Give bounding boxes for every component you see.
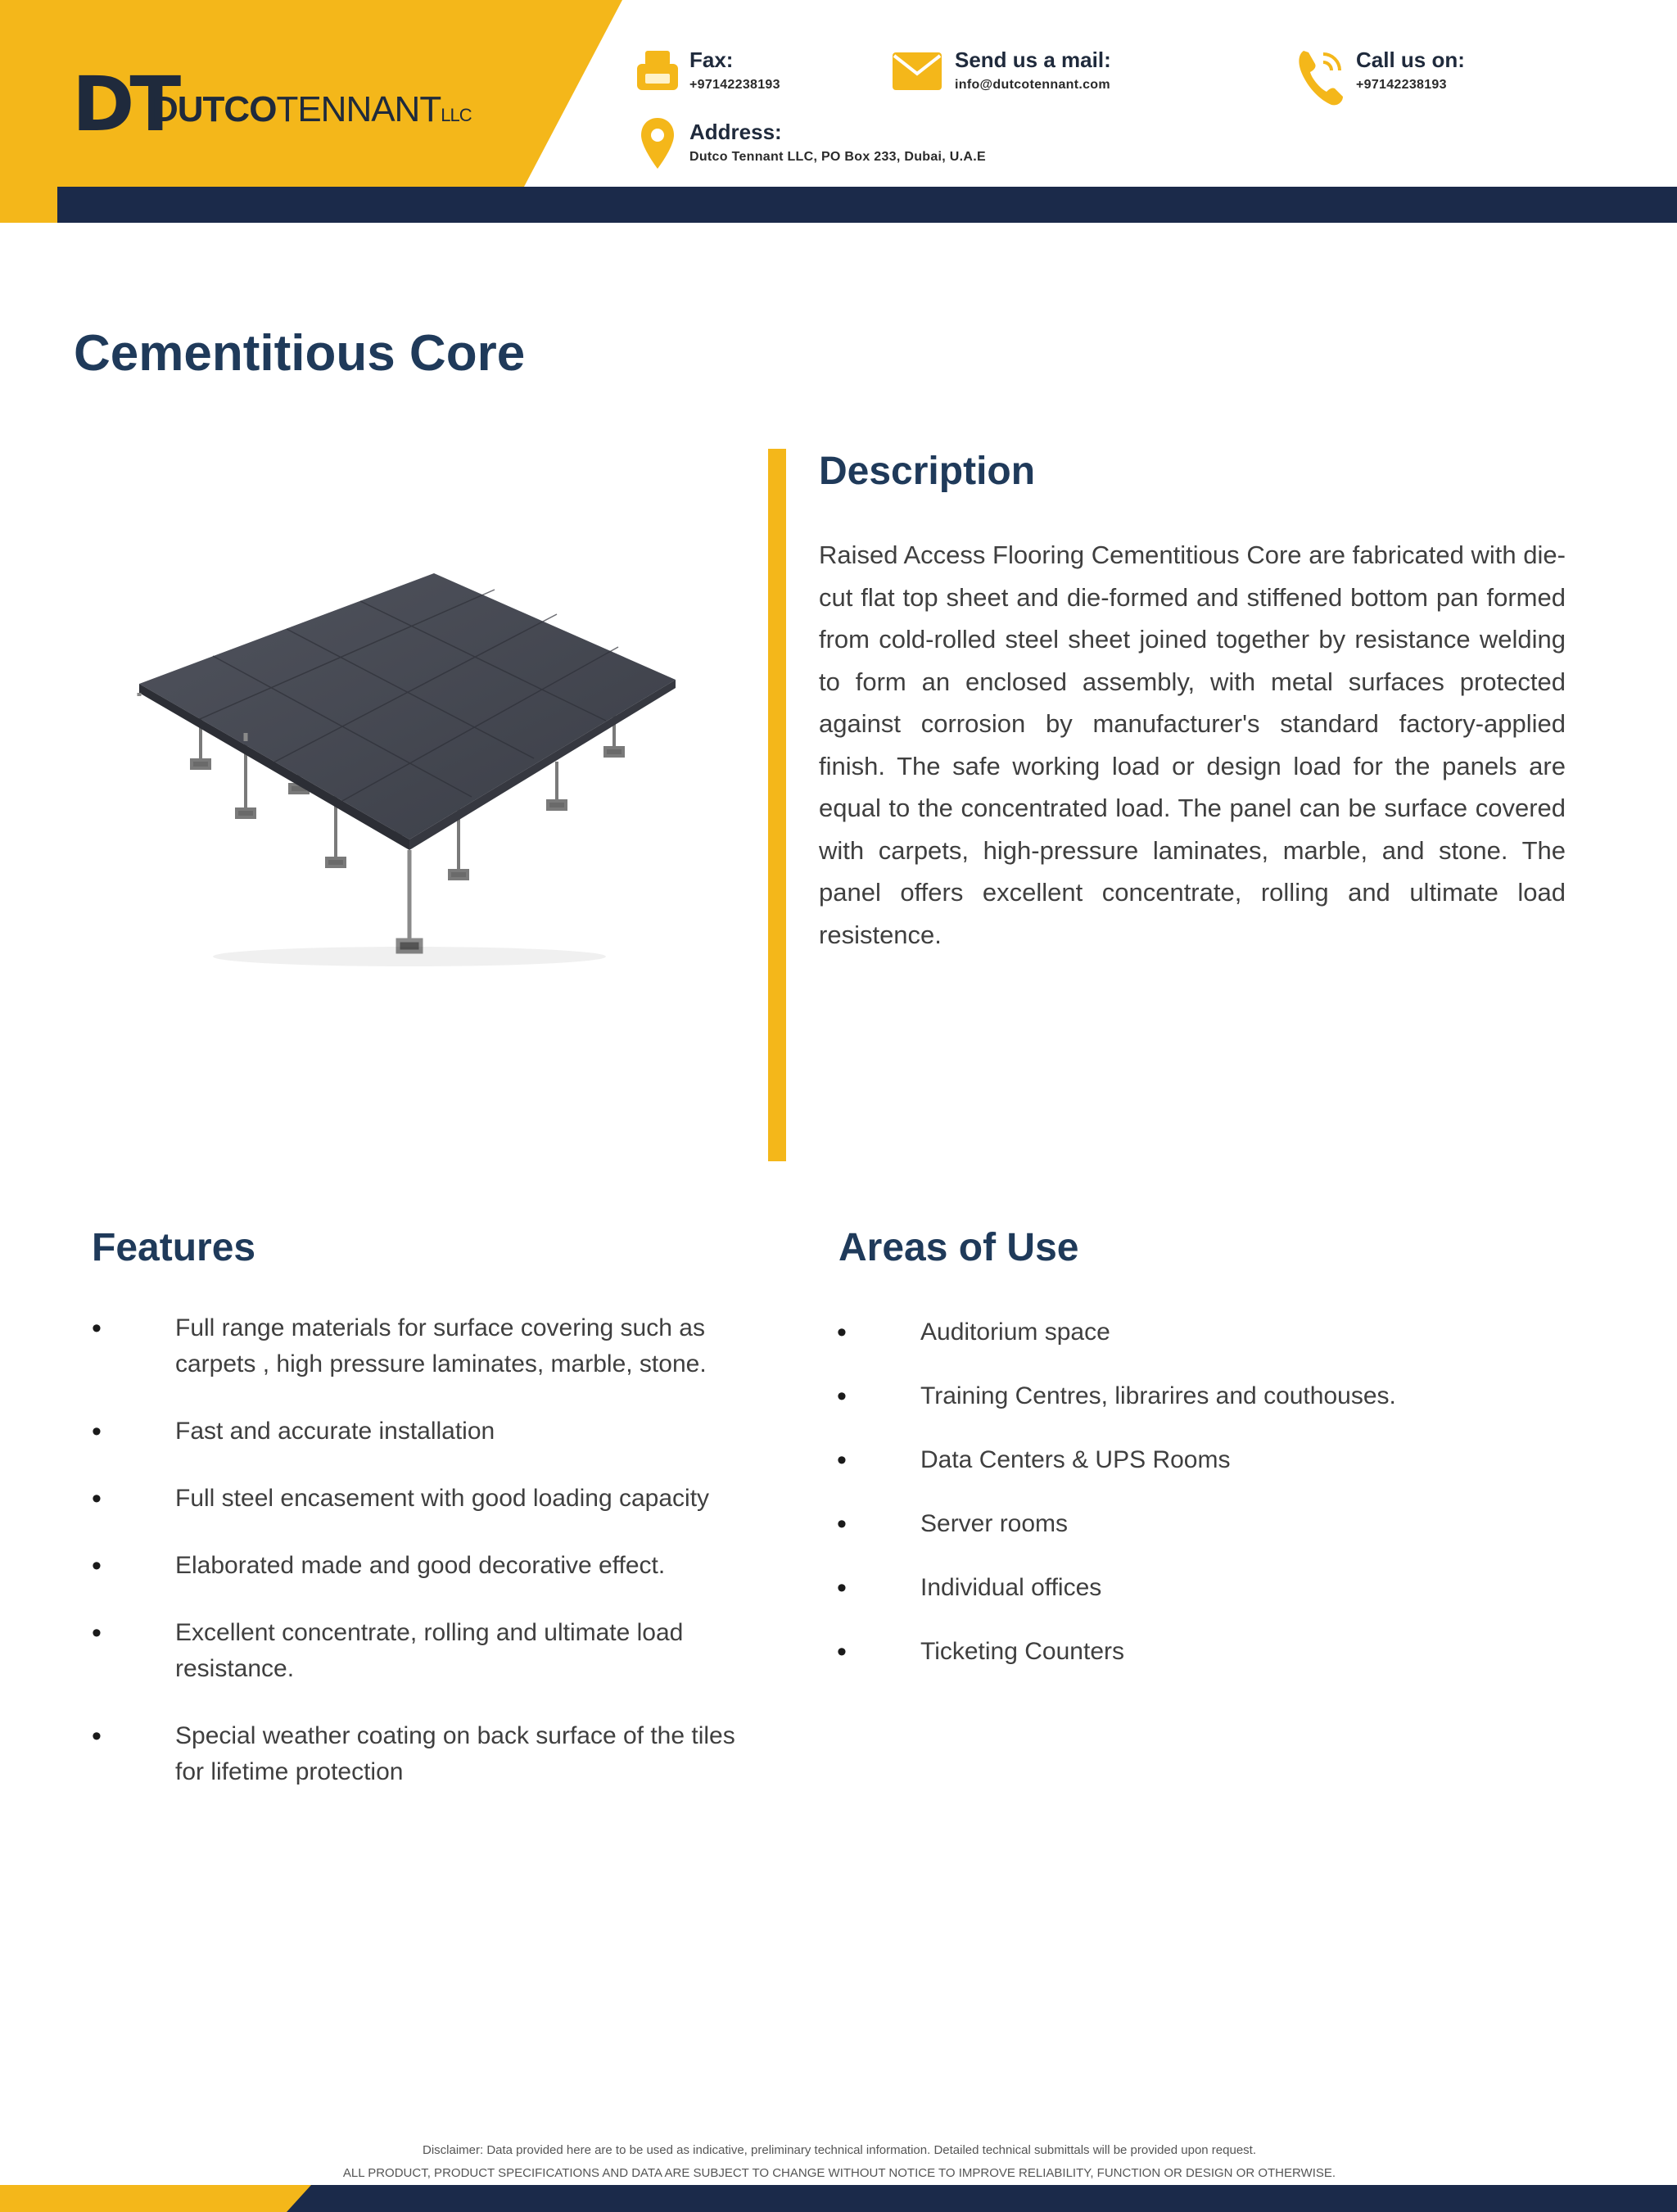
list-item: • Training Centres, librarires and couthouses. [920,1378,1600,1414]
list-item: • Full steel encasement with good loading capacity [175,1481,740,1517]
description-accent-bar [768,449,786,1161]
mail-icon [891,47,943,95]
raised-floor-product-image [131,565,688,983]
list-item: • Fast and accurate installation [175,1414,740,1450]
description-body: Raised Access Flooring Cementitious Core are fabricated with die-cut flat top sheet and die-formed and stiffened bottom pan formed from cold-rolled steel sheet joined together by resistance welding to form an enclosed assembly, with metal surfaces protected against corrosion by manufacturer's standard factory-applied finish. The safe working load or design load for the panels are equal to the concentrated load. The panel can be surface covered with carpets, high-pressure laminates, marble, and stone. The panel offers excellent concentrate, rolling and ultimate load resistence. [819,541,1566,949]
description-heading: Description [819,450,1036,493]
logo-mark: DT [72,61,177,148]
page-title: Cementitious Core [74,325,526,382]
list-item: • Individual offices [920,1570,1600,1606]
disclaimer-line-1: Disclaimer: Data provided here are to be used as indicative, preliminary technical information. Detailed technical submittals will be provided upon request. [422,2143,1256,2157]
location-pin-icon [639,116,676,170]
footer-banner [0,2185,1677,2212]
fax-icon [634,47,681,95]
features-list [175,1310,740,1821]
logo-name-light: TENNANT [276,89,441,129]
call-label: Call us on: [1356,47,1465,72]
disclaimer [90,2139,1589,2185]
list-item: • Elaborated made and good decorative effect. [175,1548,740,1584]
list-item: • Full range materials for surface covering such as carpets , high pressure laminates, marble, stone. [175,1310,740,1382]
list-item: • Special weather coating on back surface of the tiles for lifetime protection [175,1718,740,1790]
mail-label: Send us a mail: [955,47,1111,72]
areas-heading: Areas of Use [838,1226,1079,1269]
company-logo [152,89,472,129]
phone-icon [1295,46,1346,108]
logo-name-bold: DUTCO [152,89,277,129]
list-item: • Auditorium space [920,1314,1600,1350]
logo-suffix: LLC [441,105,472,125]
list-item: • Data Centers & UPS Rooms [920,1442,1600,1478]
areas-list [920,1314,1600,1698]
features-heading: Features [92,1226,256,1269]
list-item: • Server rooms [920,1506,1600,1542]
call-number[interactable]: +97142238193 [1356,78,1447,92]
fax-label: Fax: [689,47,734,72]
disclaimer-line-2: ALL PRODUCT, PRODUCT SPECIFICATIONS AND DATA ARE SUBJECT TO CHANGE WITHOUT NOTICE TO IMPROVE RELIABILITY, FUNCTION OR DESIGN OR OTHERWISE. [342,2166,1336,2180]
address-label: Address: [689,120,782,144]
mail-address[interactable]: info@dutcotennant.com [955,78,1110,92]
list-item: • Ticketing Counters [920,1634,1600,1670]
list-item: • Excellent concentrate, rolling and ultimate load resistance. [175,1615,740,1687]
address-value: Dutco Tennant LLC, PO Box 233, Dubai, U.A.E [689,150,986,164]
fax-number[interactable]: +97142238193 [689,78,780,92]
